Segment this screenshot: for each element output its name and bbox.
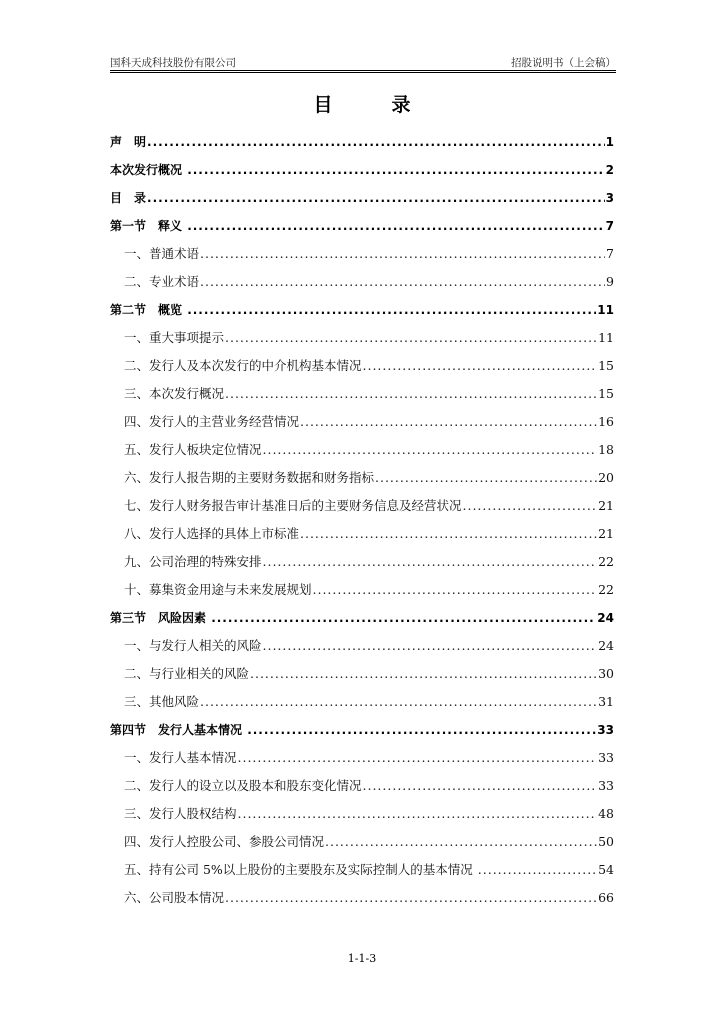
toc-section-entry[interactable] [110, 374, 614, 402]
toc-section-entry[interactable] [110, 682, 614, 710]
toc-entry-title: 十、募集资金用途与未来发展规划 [124, 582, 312, 597]
toc-dot-leader [147, 190, 605, 206]
toc-section-entry[interactable] [110, 654, 614, 682]
toc-entry-title: 五、发行人板块定位情况 [124, 442, 262, 457]
header-rule-thin [110, 72, 616, 73]
toc-entry-page: 3 [605, 191, 614, 205]
toc-entry-title: 二、与行业相关的风险 [124, 666, 250, 681]
toc-section-entry[interactable] [110, 542, 614, 570]
toc-section-entry[interactable] [110, 850, 614, 878]
table-of-contents [110, 122, 614, 906]
toc-entry-page: 21 [598, 526, 614, 541]
toc-dot-leader [147, 134, 605, 150]
toc-section-entry[interactable] [110, 486, 614, 514]
toc-section-entry[interactable] [110, 346, 614, 374]
toc-entry-title: 一、与发行人相关的风险 [124, 638, 262, 653]
toc-entry-page: 30 [598, 666, 614, 681]
toc-entry-title: 三、其他风险 [124, 694, 200, 709]
toc-section-entry[interactable] [110, 738, 614, 766]
toc-entry-page: 48 [598, 806, 614, 821]
toc-dot-leader [363, 778, 598, 794]
toc-section-entry[interactable] [110, 514, 614, 542]
header-rule [110, 70, 616, 71]
toc-section-entry[interactable] [110, 402, 614, 430]
toc-entry-page: 66 [598, 890, 614, 905]
toc-section-entry[interactable] [110, 794, 614, 822]
toc-entry-page: 7 [606, 246, 614, 261]
toc-entry-title: 第四节 发行人基本情况 [110, 723, 247, 737]
page-header [110, 53, 616, 71]
toc-entry-page: 20 [598, 470, 614, 485]
toc-entry-title: 五、持有公司 5%以上股份的主要股东及实际控制人的基本情况 [124, 862, 477, 877]
toc-chapter-entry[interactable] [110, 178, 614, 206]
toc-entry-title: 四、发行人控股公司、参股公司情况 [124, 834, 325, 849]
toc-chapter-entry[interactable] [110, 206, 614, 234]
toc-entry-page: 16 [598, 414, 614, 429]
toc-entry-title: 四、发行人的主营业务经营情况 [124, 414, 300, 429]
toc-entry-page: 33 [597, 723, 614, 737]
toc-section-entry[interactable] [110, 234, 614, 262]
toc-dot-leader [187, 218, 604, 234]
toc-section-entry[interactable] [110, 766, 614, 794]
toc-dot-leader [238, 806, 598, 822]
toc-dot-leader [300, 414, 597, 430]
toc-dot-leader [247, 722, 596, 738]
toc-entry-page: 9 [606, 274, 614, 289]
toc-dot-leader [463, 498, 598, 514]
toc-entry-title: 第二节 概览 [110, 303, 187, 317]
toc-entry-title: 六、发行人报告期的主要财务数据和财务指标 [124, 470, 375, 485]
toc-entry-title: 一、发行人基本情况 [124, 750, 237, 765]
toc-entry-page: 33 [598, 750, 614, 765]
toc-section-entry[interactable] [110, 822, 614, 850]
toc-entry-title: 目 录 [110, 191, 147, 205]
toc-dot-leader [313, 582, 598, 598]
toc-entry-page: 18 [598, 442, 614, 457]
toc-entry-title: 一、重大事项提示 [124, 330, 225, 345]
toc-dot-leader [225, 890, 597, 906]
toc-dot-leader [200, 274, 605, 290]
toc-dot-leader [225, 330, 597, 346]
toc-dot-leader [225, 386, 597, 402]
toc-section-entry[interactable] [110, 570, 614, 598]
toc-section-entry[interactable] [110, 458, 614, 486]
toc-chapter-entry[interactable] [110, 710, 614, 738]
toc-chapter-entry[interactable] [110, 598, 614, 626]
toc-dot-leader [200, 694, 597, 710]
toc-chapter-entry[interactable] [110, 150, 614, 178]
toc-entry-title: 三、发行人股权结构 [124, 806, 237, 821]
toc-entry-title: 六、公司股本情况 [124, 890, 225, 905]
toc-entry-title: 七、发行人财务报告审计基准日后的主要财务信息及经营状况 [124, 498, 462, 513]
toc-entry-page: 31 [598, 694, 614, 709]
toc-entry-title: 八、发行人选择的具体上市标准 [124, 526, 300, 541]
toc-dot-leader [263, 638, 598, 654]
toc-entry-page: 24 [597, 611, 614, 625]
toc-dot-leader [263, 554, 598, 570]
toc-dot-leader [200, 246, 605, 262]
toc-entry-title: 二、发行人的设立以及股本和股东变化情况 [124, 778, 362, 793]
toc-dot-leader [187, 302, 596, 318]
toc-entry-page: 15 [598, 358, 614, 373]
toc-entry-title: 本次发行概况 [110, 163, 187, 177]
toc-entry-page: 50 [598, 834, 614, 849]
toc-section-entry[interactable] [110, 430, 614, 458]
page-title: 目 录 [313, 94, 431, 116]
toc-dot-leader [238, 750, 598, 766]
toc-chapter-entry[interactable] [110, 122, 614, 150]
toc-entry-page: 22 [598, 554, 614, 569]
toc-dot-leader [263, 442, 598, 458]
toc-entry-page: 24 [598, 638, 614, 653]
toc-section-entry[interactable] [110, 878, 614, 906]
toc-dot-leader [363, 358, 598, 374]
toc-chapter-entry[interactable] [110, 290, 614, 318]
toc-entry-page: 21 [598, 498, 614, 513]
toc-entry-title: 二、专业术语 [124, 274, 200, 289]
toc-entry-page: 22 [598, 582, 614, 597]
toc-entry-page: 1 [605, 135, 614, 149]
toc-entry-title: 二、发行人及本次发行的中介机构基本情况 [124, 358, 362, 373]
toc-entry-page: 11 [598, 330, 614, 345]
toc-section-entry[interactable] [110, 262, 614, 290]
toc-entry-page: 2 [605, 163, 614, 177]
toc-entry-title: 第一节 释义 [110, 219, 187, 233]
toc-entry-title: 一、普通术语 [124, 246, 200, 261]
toc-entry-page: 54 [598, 862, 614, 877]
toc-dot-leader [211, 610, 596, 626]
toc-dot-leader [478, 862, 597, 878]
toc-entry-title: 声 明 [110, 135, 147, 149]
toc-entry-title: 第三节 风险因素 [110, 611, 211, 625]
toc-entry-page: 33 [598, 778, 614, 793]
header-document-title: 招股说明书（上会稿） [511, 57, 616, 69]
toc-dot-leader [375, 470, 597, 486]
toc-entry-title: 九、公司治理的特殊安排 [124, 554, 262, 569]
toc-dot-leader [300, 526, 597, 542]
header-company: 国科天成科技股份有限公司 [110, 57, 236, 69]
toc-entry-page: 11 [597, 303, 614, 317]
toc-dot-leader [187, 162, 604, 178]
toc-entry-page: 7 [605, 219, 614, 233]
toc-dot-leader [325, 834, 597, 850]
toc-dot-leader [250, 666, 597, 682]
toc-section-entry[interactable] [110, 318, 614, 346]
toc-entry-title: 三、本次发行概况 [124, 386, 225, 401]
page-number: 1-1-3 [347, 952, 377, 965]
toc-section-entry[interactable] [110, 626, 614, 654]
toc-entry-page: 15 [598, 386, 614, 401]
